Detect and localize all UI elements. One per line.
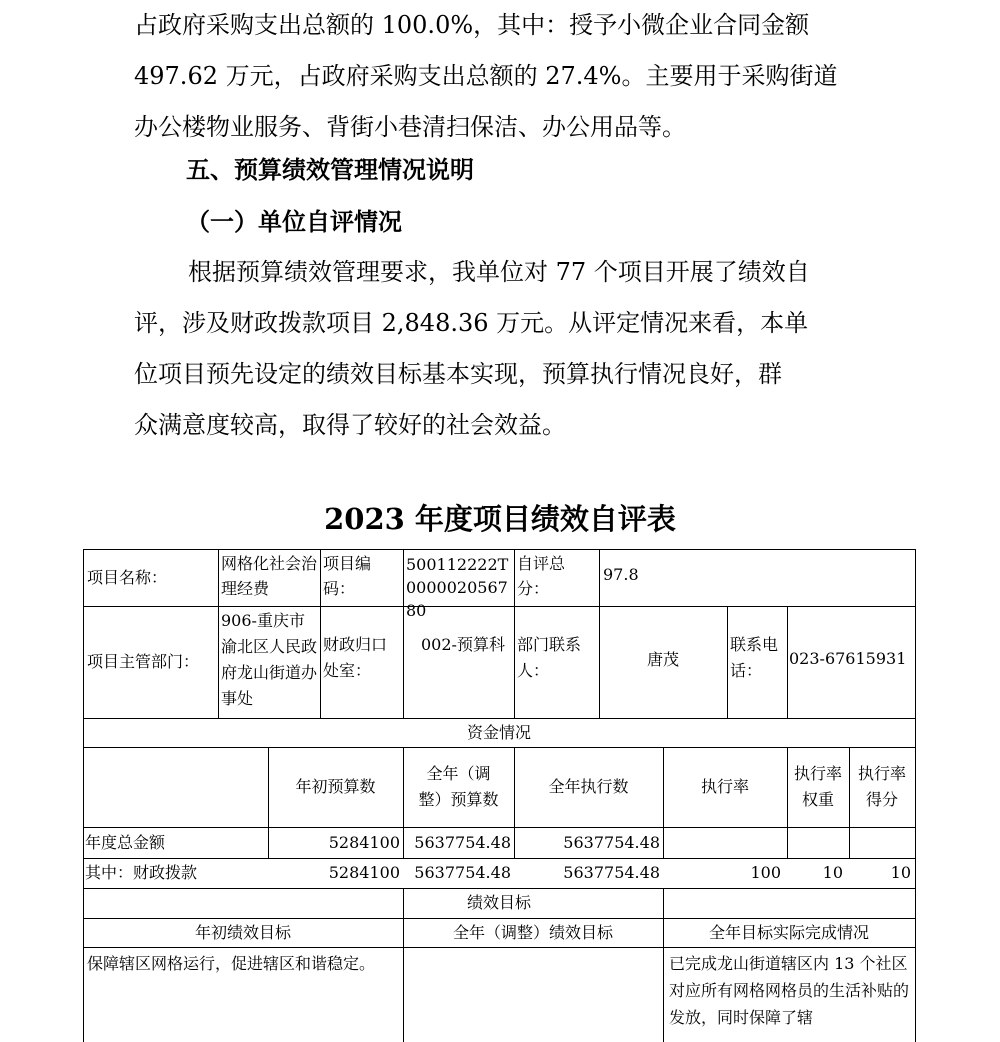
col-adjusted-goal: 全年（调整）绩效目标 [452,922,613,942]
funds-adjusted-budget: 5637754.48 [414,832,511,852]
funds-exec-rate: 100 [750,863,781,882]
funds-row-label: 年度总金额 [85,832,166,852]
col-exec-rate: 执行率 [700,777,749,796]
adjusted-goal-text [403,947,663,1042]
project-code-label: 项目编码： [323,554,372,598]
phone-value: 023-67615931 [789,649,907,668]
text-line: 497.62 万元，占政府采购支出总额的 27.4%。主要用于采购街道 [134,62,838,90]
dept-label: 项目主管部门： [87,652,200,671]
phone-label: 联系电话： [730,635,779,680]
self-score-value: 97.8 [603,565,639,584]
col-exec-score: 执行率得分 [857,764,906,809]
text-line: 评，涉及财政拨款项目 2,848.36 万元。从评定情况来看，本单 [134,309,809,337]
goals-section-header: 绩效目标 [466,893,531,912]
evaluation-table [83,549,916,1042]
text-line: 位项目预先设定的绩效目标基本实现，预算执行情况良好，群 [134,360,782,388]
self-score-label: 自评总分： [517,554,566,598]
text-line: 办公楼物业服务、背街小巷清扫保洁、办公用品等。 [134,113,686,141]
funds-section-header: 资金情况 [466,722,531,742]
initial-goal-text: 保障辖区网格运行，促进辖区和谐稳定。 [87,954,376,973]
contact-value: 唐茂 [646,649,679,669]
col-actual-completion: 全年目标实际完成情况 [708,922,869,942]
col-exec-weight: 执行率权重 [793,764,842,809]
funds-adjusted-budget: 5637754.48 [414,863,511,882]
col-initial-goal: 年初绩效目标 [194,922,291,942]
project-name-label: 项目名称： [87,567,168,587]
funds-exec-score: 10 [890,863,911,882]
self-evaluation-paragraph [134,247,879,451]
funds-row-label: 其中：财政拨款 [85,863,198,882]
funds-initial-budget: 5284100 [328,832,400,852]
funds-initial-budget: 5284100 [328,863,400,882]
table-title: 2023 年度项目绩效自评表 [324,502,676,536]
subsection-heading: （一）单位自评情况 [186,207,402,236]
funds-exec-weight: 10 [822,863,843,882]
col-executed: 全年执行数 [548,777,629,796]
funds-executed: 5637754.48 [563,863,660,882]
text-line: 占政府采购支出总额的 100.0%，其中：授予小微企业合同金额 [134,11,810,39]
section-heading: 五、预算绩效管理情况说明 [186,156,474,184]
funds-executed: 5637754.48 [563,832,660,852]
intro-paragraph [134,0,879,153]
col-initial-budget: 年初预算数 [295,777,376,796]
contact-label: 部门联系人： [517,635,582,680]
text-line: 众满意度较高，取得了较好的社会效益。 [134,411,566,439]
finance-office-label: 财政归口处室： [323,635,388,680]
project-name-value: 网格化社会治理经费 [221,554,318,598]
dept-value: 906-重庆市渝北区人民政府龙山街道办事处 [221,611,318,708]
actual-completion-text: 已完成龙山街道辖区内 13 个社区对应所有网格网格员的生活补贴的发放，同时保障了辖 [669,954,910,1027]
col-adjusted-budget: 全年（调整）预算数 [418,764,499,809]
finance-office-value: 002-预算科 [421,635,505,654]
project-code-value: 500112222T000002056780 [406,555,509,620]
text-line: 根据预算绩效管理要求，我单位对 77 个项目开展了绩效自 [188,258,810,286]
